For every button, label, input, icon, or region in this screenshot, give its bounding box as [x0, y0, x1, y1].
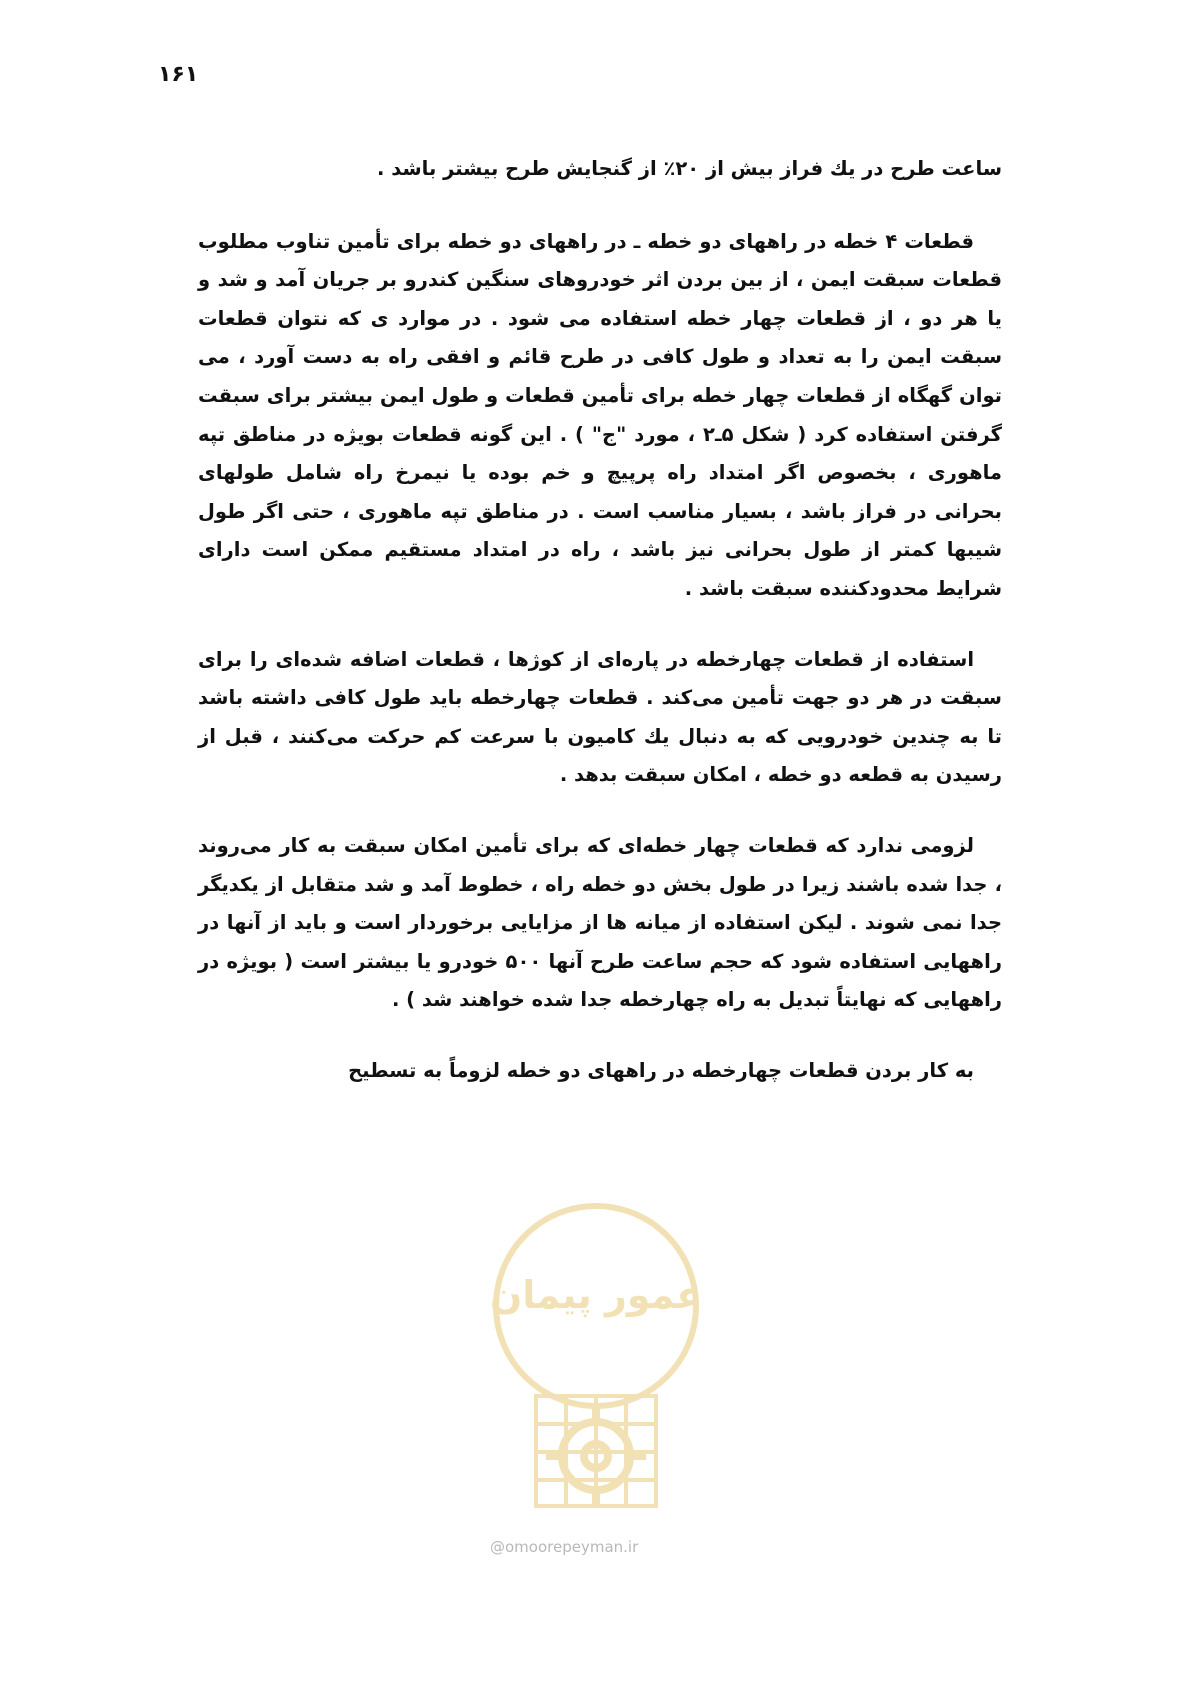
- grid-icon: [536, 1396, 656, 1506]
- page-body: [198, 150, 1002, 1122]
- page-number: ۱۶۱: [158, 62, 199, 87]
- paragraph-1: ساعت طرح در یك فراز بیش از ۲۰٪ از گنجایش طرح بیشتر باشد .: [377, 157, 1002, 180]
- watermark-brand-text: عمور پیمان: [489, 1273, 703, 1317]
- watermark-url: @omoorepeyman.ir: [490, 1538, 639, 1556]
- paragraph-4: لزومی ندارد که قطعات چهار خطه‌ای که برای تأمین امکان سبقت به کار می‌روند ، جدا شده باشند زیرا در طول بخش دو خطه راه ، خطوط آمد و شد متقابل از یکدیگر جدا نمی شوند . لیکن استفاده از میانه ها از مزایایی برخوردار است و باید از آنها در راههایی استفاده شود که حجم ساعت طرح آنها ۵۰۰ خودرو یا بیشتر است ( بویژه در راههایی که نهایتاً تبدیل به راه چهارخطه جدا شده خواهند شد ) .: [198, 833, 1002, 1012]
- paragraph-2: قطعات ۴ خطه در راههای دو خطه ـ در راههای دو خطه برای تأمین تناوب مطلوب قطعات سبقت ایمن ، از بین بردن اثر خودروهای سنگین کندرو بر جریان آمد و شد و یا هر دو ، از قطعات چهار خطه استفاده می شود . در موارد ی که نتوان قطعات سبقت ایمن را به تعداد و طول کافی در طرح قائم و افقی راه به دست آورد ، می توان گهگاه از قطعات چهار خطه برای تأمین قطعات و طول ایمن بیشتر برای سبقت گرفتن استفاده کرد ( شکل ۵ـ۲ ، مورد "ج" ) . این گونه قطعات بویژه در مناطق تپه ماهوری ، بخصوص اگر امتداد راه پرپیچ و خم بوده یا نیمرخ راه شامل طولهای بحرانی در فراز باشد ، بسیار مناسب است . در مناطق تپه ماهوری ، حتی اگر طول شیبها کمتر از طول بحرانی نیز باشد ، راه در امتداد مستقیم ممکن است دارای شرایط محدودکننده سبقت باشد .: [198, 229, 1002, 600]
- paragraph-5: به کار بردن قطعات چهارخطه در راههای دو خطه لزوماً به تسطیح: [348, 1058, 974, 1082]
- watermark-logo: [476, 1196, 716, 1566]
- paragraph-3: استفاده از قطعات چهارخطه در پاره‌ای از کوژها ، قطعات اضافه شده‌ای را برای سبقت در هر دو جهت تأمین می‌کند . قطعات چهارخطه باید طول کافی داشته باشد تا به چندین خودرویی که به دنبال یك کامیون با سرعت کم حرکت می‌کنند ، قبل از رسیدن به قطعه دو خطه ، امکان سبقت بدهد .: [198, 647, 1002, 787]
